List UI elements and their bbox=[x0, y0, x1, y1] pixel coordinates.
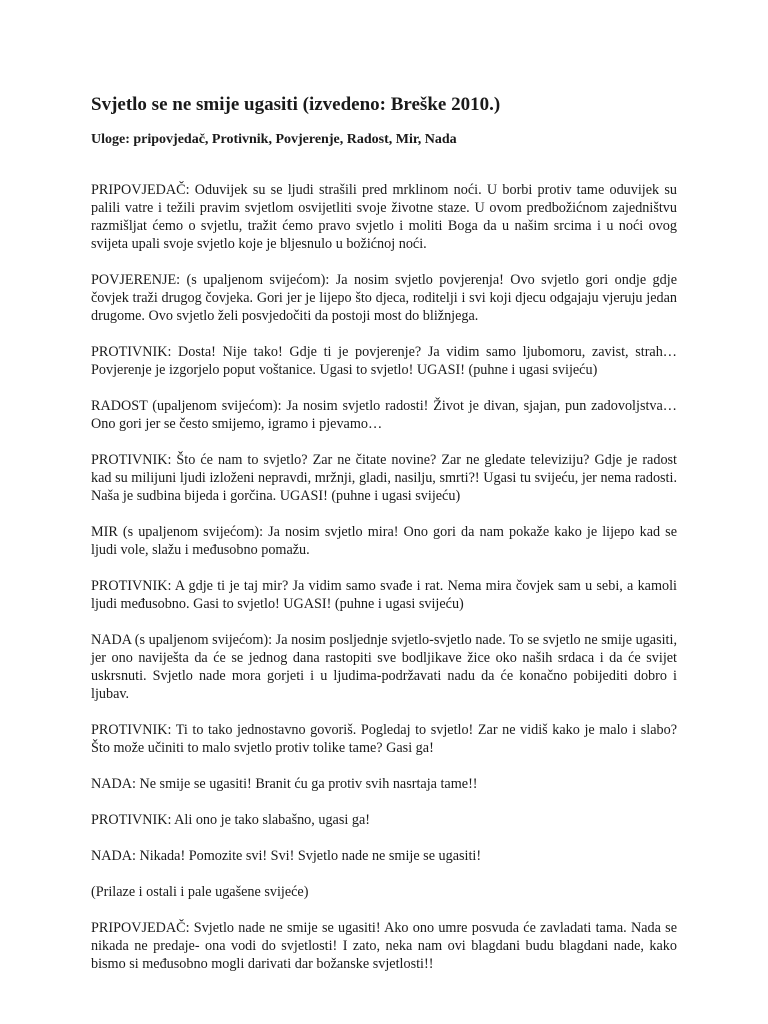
document-title: Svjetlo se ne smije ugasiti (izvedeno: Breške 2010.) bbox=[91, 94, 501, 115]
paragraph-adversary-1: PROTIVNIK: Dosta! Nije tako! Gdje ti je povjerenje? Ja vidim samo ljubomoru, zavist, strah… Povjerenje je izgorjelo poput voštanice. Ugasi to svjetlo! UGASI! (puhne i ugasi svijeću) bbox=[91, 344, 677, 378]
paragraph-hope-1: NADA (s upaljenom svijećom): Ja nosim posljednje svjetlo-svjetlo nade. To se svjetlo ne smije ugasiti, jer ono naviješta da će se jednog dana rastopiti sve bodljikave žice oko naših srdaca i da će svijet uskrsnuti. Svjetlo nade mora gorjeti i u ljudima-podržavati nadu da će konačno pobijediti dobro i ljubav. bbox=[91, 632, 677, 702]
paragraph-trust: POVJERENJE: (s upaljenom svijećom): Ja nosim svjetlo povjerenja! Ovo svjetlo gori ondje gdje čovjek traži drugog čovjeka. Gori jer je lijepo što djeca, roditelji i svi koji djecu odgajaju vjeruju jedan drugome. Ovo svjetlo želi posvjedočiti da postoji most do bližnjega. bbox=[91, 272, 677, 324]
paragraph-narrator-closing: PRIPOVJEDAČ: Svjetlo nade ne smije se ugasiti! Ako ono umre posvuda će zavladati tama. Nada se nikada ne predaje- ona vodi do svjetlosti! I zato, neka nam ovi blagdani budu blagdani nade, kako bismo si međusobno mogli darivati dar božanske svjetlosti!! bbox=[91, 920, 677, 972]
paragraph-peace: MIR (s upaljenom svijećom): Ja nosim svjetlo mira! Ono gori da nam pokaže kako je lijepo kad se ljudi vole, slažu i međusobno pomažu. bbox=[91, 524, 677, 558]
document-content bbox=[91, 93, 677, 991]
paragraph-adversary-3: PROTIVNIK: A gdje ti je taj mir? Ja vidim samo svađe i rat. Nema mira čovjek sam u sebi, a kamoli ljudi međusobno. Gasi to svjetlo! UGASI! (puhne i ugasi svijeću) bbox=[91, 578, 677, 612]
paragraph-stage-direction: (Prilaze i ostali i pale ugašene svijeće) bbox=[91, 884, 309, 900]
paragraph-adversary-2: PROTIVNIK: Što će nam to svjetlo? Zar ne čitate novine? Zar ne gledate televiziju? Gdje je radost kad su milijuni ljudi izloženi nepravdi, mržnji, gladi, nasilju, smrti?! Ugasi tu svijeću, jer nema radosti. Naša je sudbina bijeda i gorčina. UGASI! (puhne i ugasi svijeću) bbox=[91, 452, 677, 504]
roles-line: Uloge: pripovjedač, Protivnik, Povjerenje, Radost, Mir, Nada bbox=[91, 132, 457, 147]
paragraph-joy: RADOST (upaljenom svijećom): Ja nosim svjetlo radosti! Život je divan, sjajan, pun zadovoljstva… Ono gori jer se često smijemo, igramo i pjevamo… bbox=[91, 398, 677, 432]
script-body bbox=[91, 181, 677, 973]
paragraph-adversary-4: PROTIVNIK: Ti to tako jednostavno govoriš. Pogledaj to svjetlo! Zar ne vidiš kako je malo i slabo? Što može učiniti to malo svjetlo protiv tolike tame? Gasi ga! bbox=[91, 722, 677, 756]
paragraph-adversary-5: PROTIVNIK: Ali ono je tako slabašno, ugasi ga! bbox=[91, 812, 370, 828]
paragraph-hope-3: NADA: Nikada! Pomozite svi! Svi! Svjetlo nade ne smije se ugasiti! bbox=[91, 848, 482, 864]
paragraph-hope-2: NADA: Ne smije se ugasiti! Branit ću ga protiv svih nasrtaja tame!! bbox=[91, 776, 478, 792]
paragraph-narrator-intro: PRIPOVJEDAČ: Oduvijek su se ljudi strašili pred mrklinom noći. U borbi protiv tame oduvijek su palili vatre i težili pravim svjetlom osvijetliti svoje životne staze. U ovom predbožićnom zajedništvu razmišljat ćemo o svjetlu, tražit ćemo pravo svjetlo i moliti Boga da u našim srcima i u noći ovog svijeta upali svoje svjetlo koje je bljesnulo u božićnoj noći. bbox=[91, 182, 677, 252]
